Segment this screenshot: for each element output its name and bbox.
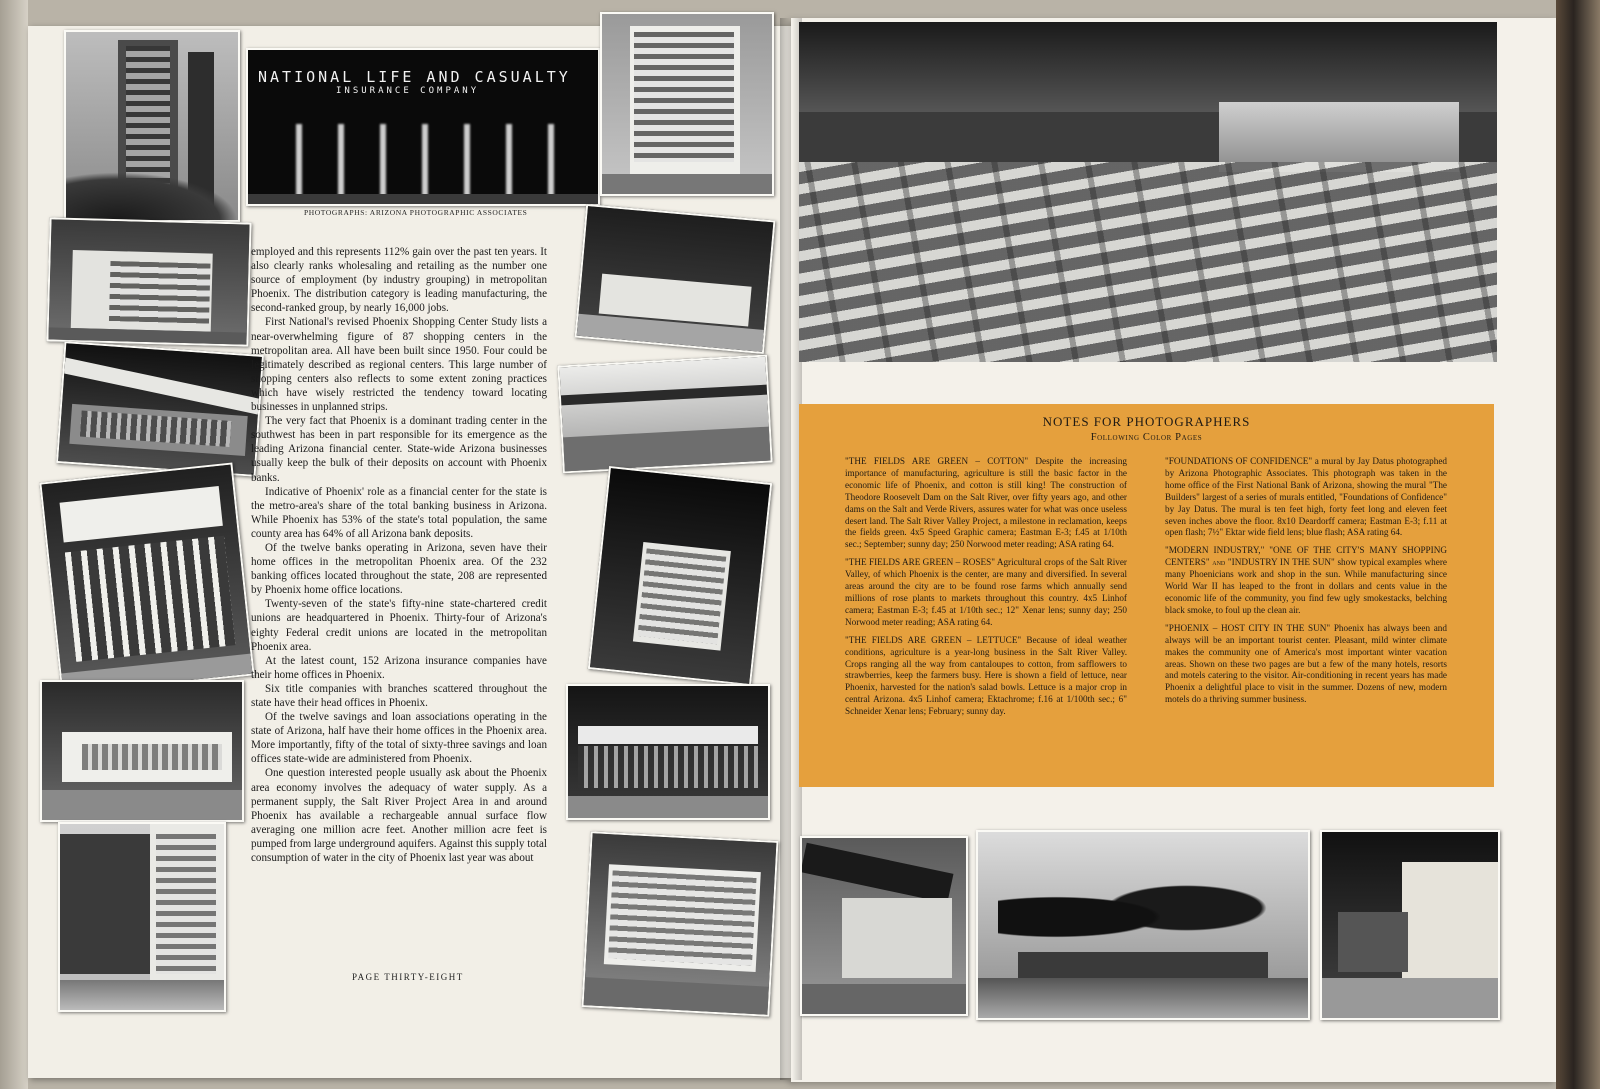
photo-tower-building bbox=[64, 30, 240, 222]
note-heading: "PHOENIX – HOST CITY IN THE SUN" bbox=[1165, 622, 1331, 633]
paragraph: employed and this represents 112% gain over the past ten years. It also clearly ranks wholesaling and retailing as the number one source of employment (by industry grouping) in metropolitan Phoenix. The distribution category is leading manufacturing, the second-ranked group, by nearly 16,000 jobs. bbox=[251, 246, 547, 315]
note-heading: "THE FIELDS ARE GREEN – COTTON" bbox=[845, 456, 1029, 466]
notes-left-column bbox=[845, 456, 1127, 724]
photo-bank-facade bbox=[39, 462, 254, 695]
notes-right-column bbox=[1165, 456, 1447, 712]
notes-title: NOTES FOR PHOTOGRAPHERS bbox=[1042, 414, 1251, 429]
paragraph: Of the twelve savings and loan associations operating in the state of Arizona, half have their home offices in the Phoenix area. More importantly, fifty of the total of sixty-three savings and loan offices state-wide are administered from Phoenix. bbox=[251, 711, 547, 766]
paragraph: One question interested people usually ask about the Phoenix area economy involves the adequacy of water supply. As a permanent supply, the Salt River Project Area in and around Phoenix has available a rechargeable annual surface flow averaging one million acre feet. Another million acre feet is pumped from large underground aquifers. Against this supply total consumption of water in the city of Phoenix last year was about bbox=[251, 767, 547, 865]
note-heading: "MODERN INDUSTRY," "ONE OF THE CITY'S MANY SHOPPING CENTERS" and "INDUSTRY IN THE SUN" bbox=[1165, 545, 1447, 568]
note-entry bbox=[1165, 456, 1447, 539]
left-page-edge bbox=[0, 0, 28, 1089]
photo-highrise-night bbox=[588, 466, 772, 686]
note-heading: "THE FIELDS ARE GREEN – ROSES" bbox=[845, 557, 995, 568]
paragraph: Six title companies with branches scattered throughout the state have their head offices in Phoenix. bbox=[251, 682, 547, 709]
notes-for-photographers-box bbox=[799, 404, 1494, 787]
photo-modern-hotel bbox=[46, 217, 251, 346]
right-page-edge bbox=[1556, 0, 1600, 1089]
note-entry bbox=[1165, 545, 1447, 616]
paragraph: Indicative of Phoenix' role as a financial center for the state is the metro-area's share of the total banking business in Arizona. While Phoenix has 53% of the state's total population, the same county area has 64% of all Arizona bank deposits. bbox=[251, 485, 547, 540]
photo-carport-canopy bbox=[557, 355, 772, 474]
photo-banquet-hall bbox=[799, 22, 1497, 362]
note-text: show typical examples where many Phoenicians work and shop in the sun. While manufacturing since World War II has leaped to the front in dollars and cents value in the economic life of the community, you find few ugly smokestacks, belching black smoke, to foul up the clean air. bbox=[1165, 557, 1447, 615]
note-text: Agricultural crops of the Salt River Valley, of which Phoenix is the center, are many and diversified. In several areas around the city are to be found rose farms which annually send millions of rose plants to markets throughout this country. 4x5 Linhof camera; Eastman E-3; f.45 at 1/10th sec.; 12" Xenar lens; sunny day; 250 Norwood meter reading; ASA rating 64. bbox=[845, 557, 1127, 627]
paragraph: The very fact that Phoenix is a dominant trading center in the southwest has been in part responsible for its emergence as the leading Arizona financial center. State-wide Arizona businesses usually keep the bulk of their deposits on account with Phoenix banks. bbox=[251, 415, 547, 484]
sign-insurance-subtitle: INSURANCE COMPANY bbox=[336, 86, 480, 96]
sign-insurance-name: NATIONAL LIFE AND CASUALTY bbox=[258, 68, 571, 86]
photo-store-front bbox=[575, 204, 776, 354]
article-body bbox=[251, 245, 547, 865]
note-text: Because of ideal weather conditions, agriculture is a year-long business in the Salt River Valley. Crops ranging all the way from cantaloupes to cotton, from safflowers to strawberries, keep the farmers busy. Here is shown a field of lettuce, near Phoenix, harvested for the nation's salad bowls. Lettuce is a major crop in central Arizona. 4x5 Linhof camera; Ektachrome; f.16 at 1/100th sec.; 6" Schneider Xenar lens; February; sunny day. bbox=[845, 634, 1127, 717]
photo-stone-wall-building bbox=[1320, 830, 1500, 1020]
photo-low-building bbox=[40, 680, 244, 822]
photo-office-tower bbox=[600, 12, 774, 196]
paragraph: Twenty-seven of the state's fifty-nine state-chartered credit unions are headquartered in Phoenix. Thirty-four of Arizona's eighty Federal credit unions are located in the metropolitan Phoenix area. bbox=[251, 598, 547, 653]
note-heading: "THE FIELDS ARE GREEN – LETTUCE" bbox=[845, 634, 1022, 645]
photo-glass-building bbox=[566, 684, 770, 820]
note-entry bbox=[1165, 623, 1447, 706]
page-number: PAGE THIRTY-EIGHT bbox=[352, 972, 464, 982]
note-heading: "FOUNDATIONS OF CONFIDENCE" bbox=[1165, 456, 1313, 466]
paragraph: First National's revised Phoenix Shopping Center Study lists a near-overwhelming figure of 87 shopping centers in the metropolitan area. All have been built since 1950. Four could be legitimately described as regional centers. This large number of shopping centers also reflects to some extent zoning practices which have wisely restricted the tendency toward locating businesses in unplanned strips. bbox=[251, 316, 547, 414]
note-text: Despite the increasing importance of manufacturing, agriculture is still the basic factor in the economic life of Phoenix, and cotton is still king! The construction of Theodore Roosevelt Dam on the Salt River, over fifty years ago, and other dams on the Salt and Verde Rivers, assures water for what was once useless desert land. The Salt River Valley Project, a milestone in reclamation, keeps the fields green. 4x5 Speed Graphic camera; Eastman E-3; f.45 at 1/10th sec.; September; sunny day; 250 Norwood meter reading; ASA rating 64. bbox=[845, 456, 1128, 550]
paragraph: Of the twelve banks operating in Arizona, seven have their home offices in the metropolitan Phoenix area. Of the 232 banking offices located throughout the state, 208 are represented by Phoenix home office locations. bbox=[251, 541, 547, 597]
note-text: a mural by Jay Datus photographed by Arizona Photographic Associates. This photograph was taken in the home office of the First National Bank of Arizona, showing the mural "The Builders" largest of a series of murals entitled, "Foundations of Confidence" by Jay Datus. The mural is ten feet high, forty feet long and eleven feet seven inches above the floor. 8x10 Deardorff camera; Eastman E-3; f.11 at open flash; 7½" Ektar wide field lens; blue flash; ASA rating 64. bbox=[1165, 456, 1447, 538]
photo-credit: PHOTOGRAPHS: ARIZONA PHOTOGRAPHIC ASSOCIATES bbox=[304, 208, 528, 217]
notes-subtitle: Following Color Pages bbox=[1090, 432, 1203, 443]
photo-motel-entrance bbox=[800, 836, 968, 1016]
note-entry bbox=[845, 635, 1127, 718]
note-text: Phoenix has always been and always will be an important tourist center. Pleasant, mild winter climate makes the community one of America's most important winter vacation areas. Shown on these two pages are but a few of the many hotels, resorts and motels catering to the visitor. Air-conditioning in recent years has made Phoenix a delightful place to visit in the summer. Dozens of new, modern motels do a thriving summer business. bbox=[1165, 622, 1447, 705]
photo-insurance-fountain-night bbox=[246, 48, 600, 206]
note-entry bbox=[845, 557, 1127, 628]
photo-shopping-canopy bbox=[56, 341, 264, 477]
photo-large-office bbox=[582, 831, 779, 1017]
paragraph: At the latest count, 152 Arizona insurance companies have their home offices in Phoenix. bbox=[251, 654, 547, 681]
note-entry bbox=[845, 456, 1127, 551]
photo-apartment-block bbox=[58, 822, 226, 1012]
photo-resort-trees bbox=[976, 830, 1310, 1020]
